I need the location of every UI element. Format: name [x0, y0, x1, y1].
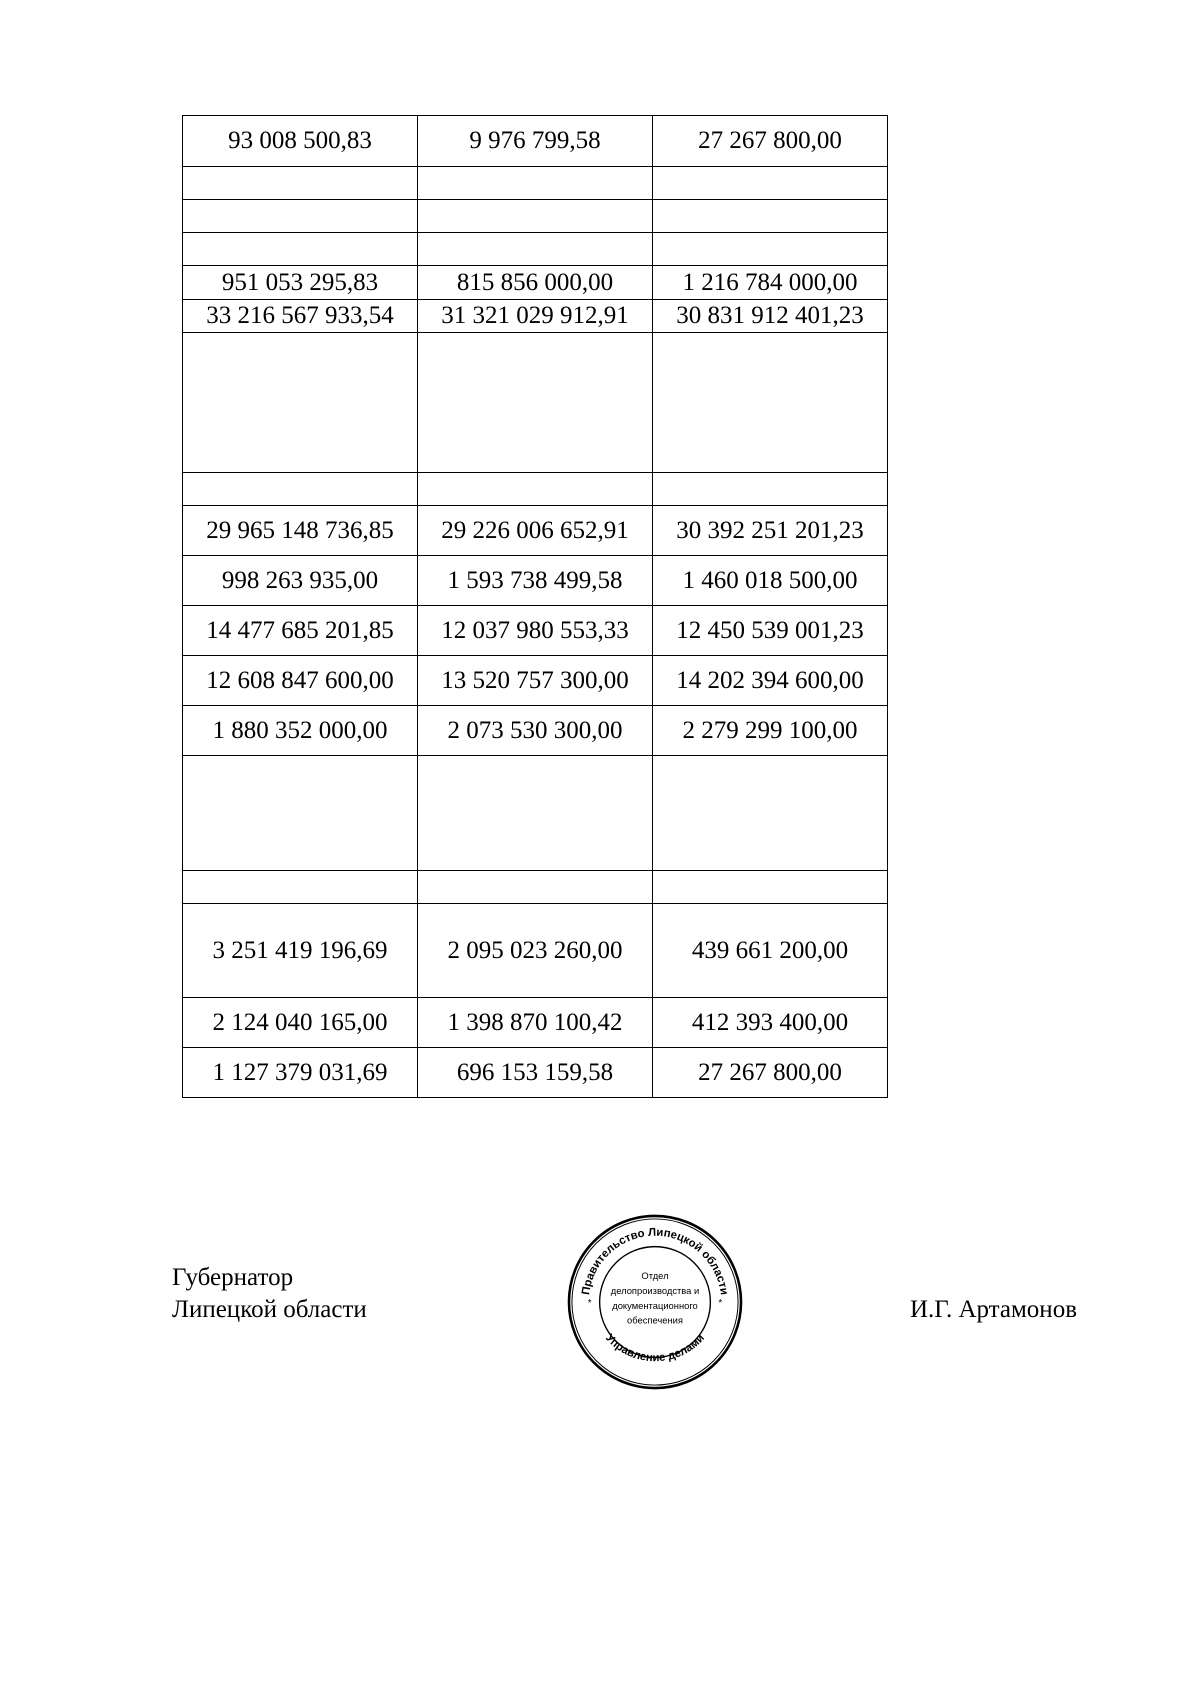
- table-cell: [418, 473, 653, 506]
- table-cell: 93 008 500,83: [183, 116, 418, 167]
- seal-star-right: *: [718, 1297, 723, 1309]
- table-cell: [418, 871, 653, 904]
- table-cell: 27 267 800,00: [653, 1048, 888, 1098]
- table-cell: [418, 167, 653, 200]
- table-cell: 1 127 379 031,69: [183, 1048, 418, 1098]
- table-cell: 12 037 980 553,33: [418, 606, 653, 656]
- table-cell: 412 393 400,00: [653, 998, 888, 1048]
- table-cell: [183, 167, 418, 200]
- signature-title: [172, 1262, 367, 1326]
- table-cell: 14 202 394 600,00: [653, 656, 888, 706]
- table-row: [183, 1048, 888, 1098]
- table-row: [183, 904, 888, 998]
- seal-center-line4: обеспечения: [627, 1314, 683, 1326]
- table-cell: 815 856 000,00: [418, 266, 653, 300]
- table-cell: 12 450 539 001,23: [653, 606, 888, 656]
- table-cell: [418, 333, 653, 473]
- table-cell: [418, 756, 653, 871]
- table-cell: [183, 473, 418, 506]
- table-cell: [183, 756, 418, 871]
- data-table: [182, 115, 888, 1098]
- table-row: [183, 200, 888, 233]
- table-cell: 1 460 018 500,00: [653, 556, 888, 606]
- table-cell: 2 095 023 260,00: [418, 904, 653, 998]
- table-row: [183, 266, 888, 300]
- table-cell: [183, 200, 418, 233]
- svg-text:Управление делами: [603, 1332, 707, 1364]
- table-cell: 1 880 352 000,00: [183, 706, 418, 756]
- table-row: [183, 506, 888, 556]
- table-row: [183, 606, 888, 656]
- table-row: [183, 167, 888, 200]
- seal-center-line1: Отдел: [641, 1270, 669, 1282]
- table-cell: 3 251 419 196,69: [183, 904, 418, 998]
- table-row: [183, 998, 888, 1048]
- table-row: [183, 656, 888, 706]
- table-row: [183, 233, 888, 266]
- table-cell: [183, 333, 418, 473]
- table-cell: 29 226 006 652,91: [418, 506, 653, 556]
- table-cell: 31 321 029 912,91: [418, 300, 653, 333]
- table-row: [183, 756, 888, 871]
- table-cell: 696 153 159,58: [418, 1048, 653, 1098]
- table-row: [183, 706, 888, 756]
- table-cell: 30 831 912 401,23: [653, 300, 888, 333]
- table-cell: [653, 871, 888, 904]
- seal-center-line2: делопроизводства и: [610, 1285, 700, 1297]
- table-cell: 14 477 685 201,85: [183, 606, 418, 656]
- table-cell: 1 216 784 000,00: [653, 266, 888, 300]
- table-cell: 13 520 757 300,00: [418, 656, 653, 706]
- table-cell: 30 392 251 201,23: [653, 506, 888, 556]
- data-table-body: [183, 116, 888, 1098]
- table-row: [183, 871, 888, 904]
- signature-title-line1: Губернатор: [172, 1264, 294, 1291]
- seal-bottom-text: Управление делами: [603, 1332, 707, 1365]
- table-cell: 33 216 567 933,54: [183, 300, 418, 333]
- table-cell: [653, 333, 888, 473]
- table-cell: 439 661 200,00: [653, 904, 888, 998]
- table-cell: 29 965 148 736,85: [183, 506, 418, 556]
- seal-outer-text: Правительство Липецкой области: [580, 1226, 730, 1296]
- table-cell: [653, 756, 888, 871]
- table-cell: [653, 233, 888, 266]
- table-cell: [183, 871, 418, 904]
- table-cell: 27 267 800,00: [653, 116, 888, 167]
- table-cell: 1 593 738 499,58: [418, 556, 653, 606]
- table-row: [183, 116, 888, 167]
- official-seal: [566, 1213, 744, 1391]
- table-row: [183, 473, 888, 506]
- table-cell: [653, 200, 888, 233]
- signatory-name: И.Г. Артамонов: [910, 1296, 1077, 1323]
- table-cell: 2 073 530 300,00: [418, 706, 653, 756]
- table-cell: 9 976 799,58: [418, 116, 653, 167]
- table-cell: [183, 233, 418, 266]
- table-cell: [418, 200, 653, 233]
- seal-star-left: *: [587, 1297, 592, 1309]
- table-cell: 1 398 870 100,42: [418, 998, 653, 1048]
- table-cell: 998 263 935,00: [183, 556, 418, 606]
- signature-title-line2: Липецкой области: [172, 1296, 367, 1323]
- table-cell: [653, 473, 888, 506]
- table-cell: 2 124 040 165,00: [183, 998, 418, 1048]
- table-cell: 12 608 847 600,00: [183, 656, 418, 706]
- seal-center-line3: документационного: [612, 1299, 698, 1311]
- table-row: [183, 556, 888, 606]
- table-cell: 951 053 295,83: [183, 266, 418, 300]
- table-row: [183, 300, 888, 333]
- table-cell: [653, 167, 888, 200]
- table-cell: [418, 233, 653, 266]
- table-cell: 2 279 299 100,00: [653, 706, 888, 756]
- table-row: [183, 333, 888, 473]
